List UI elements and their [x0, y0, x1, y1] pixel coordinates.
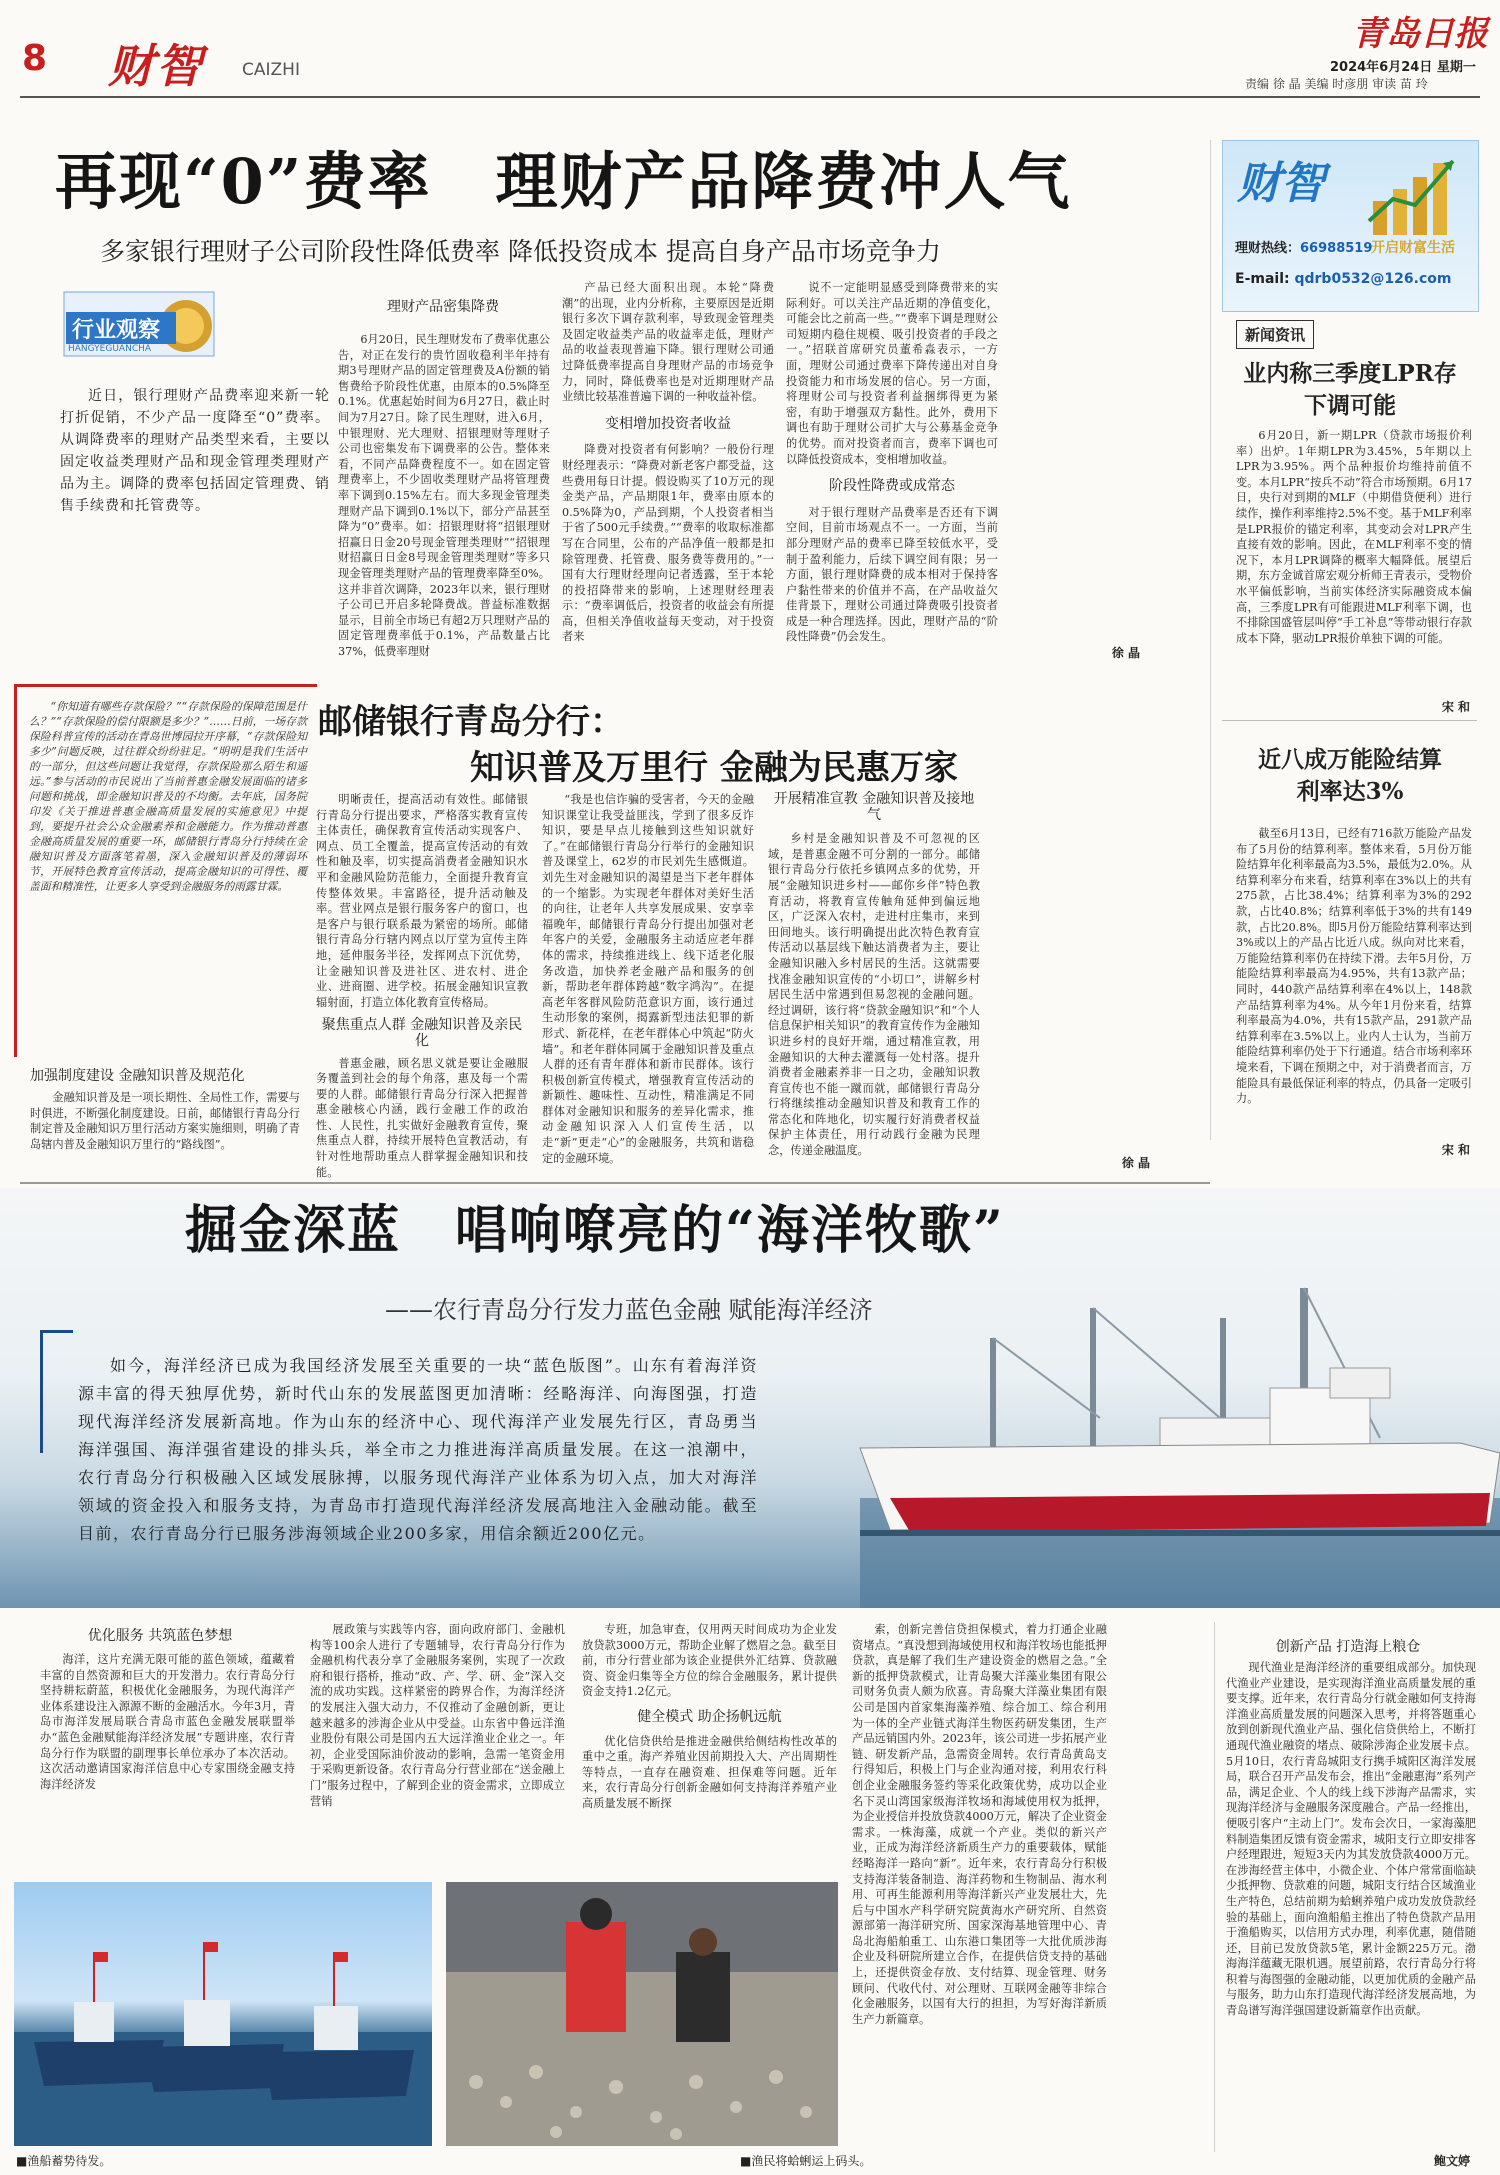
c2-body: [316, 792, 528, 1179]
c4-heading: 开展精准宣教 金融知识普及接地气: [773, 791, 975, 823]
s1-text: 海洋，这片充满无限可能的蓝色领域，蕴藏着丰富的自然资源和巨大的开发潜力。农行青岛分行坚持耕耘蔚蓝，积极优化金融服务，为现代海洋产业体系建设注入源源不断的金融活水。今年3月，青岛市海洋发展局联合青岛市蓝色金融发展联盟举办“蓝色金融赋能海洋经济发展”专题讲座，农行青岛分行作为联盟的副理事长单位承办了本次活动。这次活动邀请国家海洋信息中心专家围绕金融支持海洋经济发: [40, 1653, 295, 1791]
email-label: E-mail:: [1235, 271, 1290, 287]
s4-body: [852, 1622, 1107, 2157]
headline-1-subtitle: 多家银行理财子公司阶段性降低费率 降低投资成本 提高自身产品市场竞争力: [100, 237, 941, 266]
badge-pinyin: HANGYEGUANCHA: [68, 344, 152, 354]
caption-1-text: 渔船蓄势待发。: [27, 2154, 112, 2168]
s1-body: [40, 1652, 295, 1872]
news-item-1-text: 6月20日，新一期LPR（贷款市场报价利率）出炉。1年期LPR为3.45%，5年期以上LPR为3.95%。两个品种报价均维持前值不变。本月LPR“按兵不动”符合市场预期。6月17日，央行对到期的MLF（中期借贷便利）进行续作，操作利率维持2.5%不变。基于MLF利率是LPR报价的锚定利率，其变动会对LPR产生直接有效的影响。因此，在MLF利率不变的情况下，本月LPR调降的概率大幅降低。展望后期，东方金诚首席宏观分析师王青表示，受物价水平偏低影响，当前实体经济实际融资成本偏高，三季度LPR有可能跟进MLF利率下调，也不排除国盛管层叫停“手工补息”等带动银行存款成本下降，驱动LPR报价单独下调的可能。: [1236, 429, 1472, 645]
photo-clam-workers: [446, 1882, 838, 2146]
col1-heading: 理财产品密集降费: [387, 299, 499, 315]
s1-heading: 优化服务 共筑蓝色梦想: [87, 1628, 233, 1644]
col1-text: 6月20日，民生理财发布了费率优惠公告，对正在发行的贵竹固收稳利半年持有期3号理财产品的固定管理费及A份额的销售费给予阶段性优惠，由原本的0.5%降至0.1%。优惠起始时间为6月27日，截止时间为7月27日。除了民生理财，进入6月，中银理财、光大理财、招银理财等理财子公司也密集发布下调费率的公告。整体来看，不同产品降费程度不一。如在固定管理费率上，不少固收类理财产品将管理费率下调到0.15%左右。而大多现金管理类理财产品下调到0.1%以下，部分产品甚至降为“0”费率。如：招银理财将“招银理财招赢日日金20号现金管理类理财”“招银理财招赢日日金8号现金管理类理财”等多只现金管理类理财产品的管理费率降至0%。这并非首次调降，2023年以来，银行理财子公司已开启多轮降费战。普益标准数据显示，目前全市场已有超2万只理财产品的固定管理费率低于0.1%，产品数量占比37%，低费率理财: [338, 333, 550, 658]
quote-box: [14, 684, 317, 1057]
email-address: qdrb0532@126.com: [1294, 271, 1452, 287]
s3b-text: 优化信贷供给是推进金融供给侧结构性改革的重中之重。海产养殖业因前期投入大、产出周期性等特点，一直存在融资难、担保难等问题。近年来，农行青岛分行创新金融如何支持海洋养殖产业高质量发展不断探: [582, 1734, 837, 1810]
photo-fishing-boats: [14, 1882, 432, 2146]
author-3: 鲍文婷: [1433, 2154, 1470, 2168]
paper-logo: 青岛日报: [1352, 14, 1488, 54]
news-item-2-title: 近八成万能险结算利率达3%: [1258, 746, 1442, 805]
news-item-1-title: 业内称三季度LPR存下调可能: [1243, 360, 1457, 419]
s2-text: 展政策与实践等内容，面向政府部门、金融机构等100余人进行了专题辅导，农行青岛分行作为金融机构代表分享了金融服务案例，实现了一次政府和银行搭桥，推动“政、产、学、研、金”深入交流的成功实践。这样紧密的跨界合作，为海洋经济的发展注入强大动力，不仅推动了金融创新，更让越来越多的涉海企业从中受益。山东省中鲁远洋渔业股份有限公司是国内五大远洋渔业企业之一。年初，企业受国际油价波动的影响，急需一笔资金用于采购更新设备。农行青岛分行营业部在“送金融上门”服务过程中，了解到企业的资金需求，立即成立营销: [310, 1623, 565, 1808]
news-item-2-author: 宋 和: [1441, 1143, 1470, 1157]
sidebar-banner: [1222, 140, 1479, 312]
author-2: 徐 晶: [1121, 1156, 1150, 1170]
c1-body: [30, 1090, 300, 1170]
headline-3-lead: 如今，海洋经济已成为我国经济发展至关重要的一块“蓝色版图”。山东有着海洋资源丰富的得天独厚优势，新时代山东的发展蓝图更加清晰：经略海洋、向海图强，打造现代海洋经济发展新高地。作为山东的经济中心、现代海洋产业发展先行区，青岛勇当海洋强国、海洋强省建设的排头兵，举全市之力推进海洋高质量发展。在这一浪潮中，农行青岛分行积极融入区域发展脉搏，以服务现代海洋产业体系为切入点，加大对海洋领域的资金投入和服务支持，为青岛市打造现代海洋经济发展高地注入金融动能。截至目前，农行青岛分行已服务涉海领域企业200多家，用信余额近200亿元。: [78, 1356, 758, 1543]
news-tag: 新闻资讯: [1236, 320, 1314, 349]
headline-3: 掘金深蓝 唱响嘹亮的“海洋牧歌”: [185, 1200, 1005, 1261]
bottom-divider: [1214, 1622, 1215, 2152]
s3-body: [582, 1622, 837, 1872]
s3-text: 专班，加急审查，仅用两天时间成功为企业发放贷款3000万元，帮助企业解了燃眉之急。截至目前，市分行营业部为该企业提供外汇结算、贷款融资、资金归集等全方位的综合金融服务，累计提供资金支持1.2亿元。: [582, 1623, 837, 1699]
section-rule: [20, 1182, 1210, 1184]
section-title: 财智: [108, 39, 204, 93]
c2-text: 明晰责任，提高活动有效性。邮储银行青岛分行提出要求，严格落实教育宣传主体责任，确保教育宣传活动实现客户、网点、员工全覆盖，提高宣传活动的有效性和触及率，切实提高消费者金融知识水平和金融风险防范能力，全面提升教育宣传整体效果。丰富路径，提升活动触及率。营业网点是银行服务客户的窗口，也是客户与银行联系最为紧密的场所。邮储银行青岛分行辖内网点以厅堂为宣传主阵地，延伸服务半径，发挥网点下沉优势，让金融知识普及进社区、进农村、进企业、进商圈、进学校。拓展金融知识宣教辐射面，打造立体化教育宣传格局。: [316, 793, 528, 1009]
col2-body: [562, 280, 774, 660]
col2-text: 产品已经大面积出现。本轮“降费潮”的出现，业内分析称，主要原因是近期银行多次下调存款利率，导致现金管理类及固定收益类产品的收益率走低，理财产品的收益表现普遍下降。银行理财公司通过降低费率提高自身理财产品的市场竞争力，同时，降低费率也是对近期理财产品业绩比较基准普遍下调的一种收益补偿。: [562, 281, 774, 404]
news-item-1-author: 宋 和: [1441, 700, 1470, 714]
col3-text: 说不一定能明显感受到降费带来的实际利好。可以关注产品近期的净值变化，可能会比之前高一些。”“费率下调是理财公司短期内稳住规模、吸引投资者的手段之一。”招联首席研究员董希淼表示，一方面，理财公司通过费率下降传递出对自身投资能力和市场发展的信心。另一方面，将理财公司与投资者利益捆绑得更为紧密，有助于增强双方黏性。此外，费用下调也有助于理财公司扩大与公募基金竞争的优势。而对投资者而言，费率下调也可以降低投资成本，变相增加收益。: [786, 281, 998, 466]
col3-body: [786, 280, 998, 660]
c4-body: [768, 791, 980, 1158]
caption-2: ■渔民将蛤蜊运上码头。: [740, 2154, 872, 2168]
author-1: 徐 晶: [1111, 646, 1140, 660]
s5-text: 现代渔业是海洋经济的重要组成部分。加快现代渔业产业建设，是实现海洋渔业高质量发展的重要支撑。近年来，农行青岛分行就金融如何支持海洋渔业高质量发展的问题深入思考，并将答题重心放到创新现代渔业产品、强化信贷供给上，不断打通现代渔业融资的堵点、破除涉海企业发展卡点。5月10日，农行青岛城阳支行携手城阳区海洋发展局，联合召开产品发布会，推出“金融惠海”系列产品，满足企业、个人的线上线下涉海产品需求，实现海洋经济与金融服务深度融合。产品一经推出，便吸引客户“主动上门”。发布会次日，一家海藻肥料制造集团反馈有资金需求，城阳支行立即安排客户经理跟进，短短3天内为其发放贷款4000万元。在涉海经营主体中，小微企业、个体户常常面临缺少抵押物、贷款难的问题，城阳支行结合区域渔业生产特色，总结前期为蛤蜊养殖户成功发放贷款经验的基础上，面向渔船船主推出了特色贷款产品用于渔船购买，以信用方式办理，利率优惠，随借随还，目前已发放贷款5笔，累计金额225万元。渤海海洋蕴藏无限机遇。展望前路，农行青岛分行将积着与海图强的金融动能，以更加优质的金融产品与服务，助力山东打造现代海洋经济发展高地，为青岛谱写海洋强国建设新篇章作出贡献。: [1226, 1661, 1476, 2018]
c1-text: 金融知识普及是一项长期性、全局性工作，需要与时俱进，不断强化制度建设。日前，邮储银行青岛分行制定普及金融知识万里行活动方案实施细则，明确了青岛辖内普及金融知识万里行的“路线图”。: [30, 1091, 300, 1151]
sidebar-slogan: 开启财富生活: [1371, 240, 1455, 256]
s2-body: [310, 1622, 565, 1872]
caption-2-text: 渔民将蛤蜊运上码头。: [751, 2154, 872, 2168]
lead-paragraph: 近日，银行理财产品费率迎来新一轮打折促销，不少产品一度降至“0”费率。从调降费率的理财产品类型来看，主要以固定收益类理财产品和现金管理类理财产品为主。调降的费率包括固定管理费、销售手续费和托管费等。: [60, 388, 330, 514]
c2-heading: 聚焦重点人群 金融知识普及亲民化: [321, 1017, 523, 1049]
lead-corner: [40, 1330, 73, 1453]
coins-chart-icon: [1363, 151, 1471, 241]
s5-body: [1226, 1660, 1476, 2150]
news-item-1-body: [1236, 428, 1472, 700]
news-item-2-body: [1236, 826, 1472, 1141]
section-pinyin: CAIZHI: [242, 60, 300, 80]
industry-badge: [46, 286, 226, 364]
credits: 责编 徐 晶 美编 时彦朋 审读 苗 玲: [1245, 77, 1428, 91]
sidebar-divider: [1210, 140, 1211, 1140]
c3-text: “我是也信诈骗的受害者，今天的金融知识课堂让我受益匪浅，学到了很多反诈知识，要是早点儿接触到这些知识就好了。”在邮储银行青岛分行举行的金融知识普及课堂上，62岁的市民刘先生感慨道。刘先生对金融知识的渴望是当下老年群体的一个缩影。为实现老年群体对美好生活的向往，让老年人共享发展成果、安享幸福晚年，邮储银行青岛分行提出加强对老年客户的关爱，金融服务主动适应老年群体的需求，持续推进线上、线下适老化服务改造，加快养老金融产品和服务的创新，帮助老年群体跨越“数字鸿沟”。在提高老年客群风险防范意识方面，该行通过生动形象的案例，揭露新型违法犯罪的新形式、新花样，在老年群体心中筑起“防火墙”。和老年群体同属于金融知识普及重点人群的还有青年群体和新市民群体。该行积极创新宣传模式，增强教育宣传活动的新颖性、趣味性、互动性，精准满足不同群体对金融知识和服务的差异化需求，推动金融知识深入人们宣传生活，以走“新”更走“心”的金融服务，共筑和谐稳定的金融环境。: [542, 793, 754, 1165]
s5-heading: 创新产品 打造海上粮仓: [1275, 1639, 1421, 1655]
sidebar-rule: [1222, 720, 1477, 721]
s3-heading: 健全模式 助企扬帆远航: [637, 1708, 782, 1725]
boats-graphic: [14, 1882, 432, 2146]
email: [1235, 271, 1451, 287]
col3b-text: 对于银行理财产品费率是否还有下调空间，目前市场观点不一。一方面，当前部分理财产品的费率已降至较低水平，受制于盈利能力，后续下调空间有限；另一方面，银行理财降费的成本相对于保持客户黏性带来的价值并不高，在产品收益欠佳背景下，理财公司通过降费吸引投资者成是一种合理选择。因此，理财产品的“阶段性降费”仍会发生。: [786, 505, 998, 644]
quote-body: [29, 699, 307, 1049]
s4-text: 索，创新完善信贷担保模式，着力打通企业融资堵点。“真没想到海域使用权和海洋牧场也能抵押贷款，真是解了我们生产建设资金的燃眉之急。”全新的抵押贷款模式，让青岛聚大洋藻业集团有限公司财务负责人颇为欣喜。青岛聚大洋藻业集团有限公司是国内首家集海藻养殖、综合加工、综合利用为一体的全产业链式海洋生物医药研发集团，生产产品远销国内外。2023年，该公司进一步拓展产业链、研发新产品，急需资金周转。农行青岛黄岛支行得知后，积极上门与企业沟通对接，利用农行科创企业金融服务签约等采化政策优势，成功以企业名下灵山湾国家级海洋牧场和海域使用权为抵押，为企业授信并投放贷款4000万元，解决了企业资金需求。一株海藻，成就一个产业。类似的新兴产业，正成为海洋经济新质生产力的重要载体，赋能经略海洋一路向“新”。近年来，农行青岛分行积极支持海洋装备制造、海洋药物和生物制品、海水利用、可再生能源利用等海洋新兴产业发展壮大，先后与中国水产科学研究院黄海水产研究所、自然资源部第一海洋研究所、国家深海基地管理中心、青岛北海船舶重工、山东港口集团等一大批优质涉海企业及科研院所建立合作，在提供信贷支持的基础上，还提供资金存放、支付结算、现金管理、财务顾问、代收代付、对公理财、互联网金融等非综合化金融服务，以国有大行的担担，为写好海洋新质生产力新篇章。: [852, 1623, 1107, 2026]
col2b-text: 降费对投资者有何影响？一般份行理财经理表示：“降费对新老客户都受益，这些费用每日计提。假设购买了10万元的现金类产品，产品期限1年，费率由原本的0.5%降为0，产品到期，个人投资者相当于省了500元手续费。”“费率的收取标准都写在合同里，公布的产品净值一般都是扣除管理费、托管费、服务费等费用的。”一国有大行理财经理向记者透露，至于本轮的投招降带来的影响，上述理财经理表示：“费率调低后，投资者的收益会有所提高，但相关净值收益每天变动，对于投资者来: [562, 443, 774, 644]
hotline-label: 理财热线：: [1235, 241, 1301, 256]
col1-body: [338, 332, 550, 662]
page-number: 8: [22, 38, 48, 79]
col2-heading: 变相增加投资者收益: [605, 415, 731, 432]
c3-body: [542, 792, 754, 1167]
issue-date: 2024年6月24日 星期一: [1330, 60, 1476, 75]
headline-3-subtitle: ——农行青岛分行发力蓝色金融 赋能海洋经济: [385, 1296, 873, 1324]
col3-heading: 阶段性降费或成常态: [829, 478, 955, 495]
caption-1: ■渔船蓄势待发。: [16, 2154, 112, 2168]
hotline: [1235, 237, 1372, 256]
c4-text: 乡村是金融知识普及不可忽视的区域，是普惠金融不可分割的一部分。邮储银行青岛分行依托乡镇网点多的优势，开展“金融知识进乡村——邮你乡伴”特色教育活动，将教育宣传触角延伸到偏远地区，广泛深入农村，走进村庄集市，来到田间地头。该行明确提出此次特色教育宣传活动以基层线下触达消费者为主，要让金融知识融入乡村居民的生活。这就需要找准金融知识宣传的“小切口”，讲解乡村居民生活中常遇到但易忽视的金融问题。经过调研，该行将“贷款金融知识”和“个人信息保护相关知识”的教育宣传作为金融知识进乡村的良好开端，通过精准宣教，用金融知识的大种去灌溉每一处村落。提升消费者金融素养非一日之功，金融知识教育宣传也不能一蹴而就，邮储银行青岛分行将继续推动金融知识普及和教育工作的常态化和阵地化，切实履行好消费者权益保护主体责任，用行动践行金融为民理念，传递金融温度。: [768, 832, 980, 1158]
masthead-rule: [20, 96, 1480, 98]
ship-illustration: [860, 1268, 1500, 1608]
badge-text: 行业观察: [72, 317, 161, 343]
headline-2-line1: 邮储银行青岛分行：: [318, 702, 624, 742]
headline-1: 再现“0”费率 理财产品降费冲人气: [55, 145, 1072, 218]
clam-graphic: [446, 1882, 838, 2146]
news-item-2-text: 截至6月13日，已经有716款万能险产品发布了5月份的结算利率。整体来看，5月份万能险结算年化利率最高为3.5%，最低为2.0%。从结算利率分布来看，结算利率在3%以上的共有275款，占比38.4%；结算利率为3%的292款，占比40.8%；结算利率低于3%的共有149款，占比20.8%。即5月份万能险结算利率达到3%或以上的产品占比近八成。纵向对比来看，万能险结算利率仍在持续下滑。去年5月份，万能险结算利率最高为4.95%，共有13款产品；同时，440款产品结算利率在4%以上，148款产品结算利率为4%。从今年1月份来看，结算利率最高为4.0%，共有15款产品，291款产品结算利率在3.5%以上。业内人士认为，当前万能险结算利率仍处于下行通道。结合市场利率环境来看，下调在预期之中，对于消费者而言，万能险具有最低保证利率的特点，仍具备一定吸引力。: [1236, 827, 1472, 1106]
c2b-text: 普惠金融，顾名思义就是要让金融服务覆盖到社会的每个角落，惠及每一个需要的人群。邮储银行青岛分行深入把握普惠金融核心内涵，践行金融工作的政治性、人民性，扎实做好金融教育宣传，聚焦重点人群，持续开展特色宣教活动，有针对性地帮助重点人群掌握金融知识和技能。: [316, 1056, 528, 1179]
c1-heading: 加强制度建设 金融知识普及规范化: [30, 1068, 245, 1084]
headline-2-line2: 知识普及万里行 金融为民惠万家: [470, 748, 958, 788]
sidebar-brand: 财智: [1237, 158, 1325, 209]
quote-text: “你知道有哪些存款保险？”“存款保险的保障范围是什么？”“存款保险的偿付限额是多少？”……日前，一场存款保险科普宣传的活动在青岛世博园拉开序幕，“存款保险知多少”问题反映，过往群众纷纷驻足。“明明是我们生活中的一部分，但这些问题让我觉得，存款保险那么陌生和遥远。”参与活动的市民说出了当前普惠金融发展面临的诸多问题和挑战，即金融知识普及的不均衡。去年底，国务院印发《关于推进普惠金融高质量发展的实施意见》中提到，要提升社会公众金融素养和金融能力。作为推动普惠金融高质量发展的重要一环，邮储银行青岛分行持续在金融知识普及方面落笔着墨，深入金融知识普及的薄弱环节，开展特色教育宣传活动，提高金融知识的可得性、覆盖面和精准性，让更多人享受到金融服务的雨露甘霖。: [29, 700, 307, 893]
hotline-number: 66988519: [1300, 241, 1373, 256]
masthead: [0, 0, 1500, 93]
